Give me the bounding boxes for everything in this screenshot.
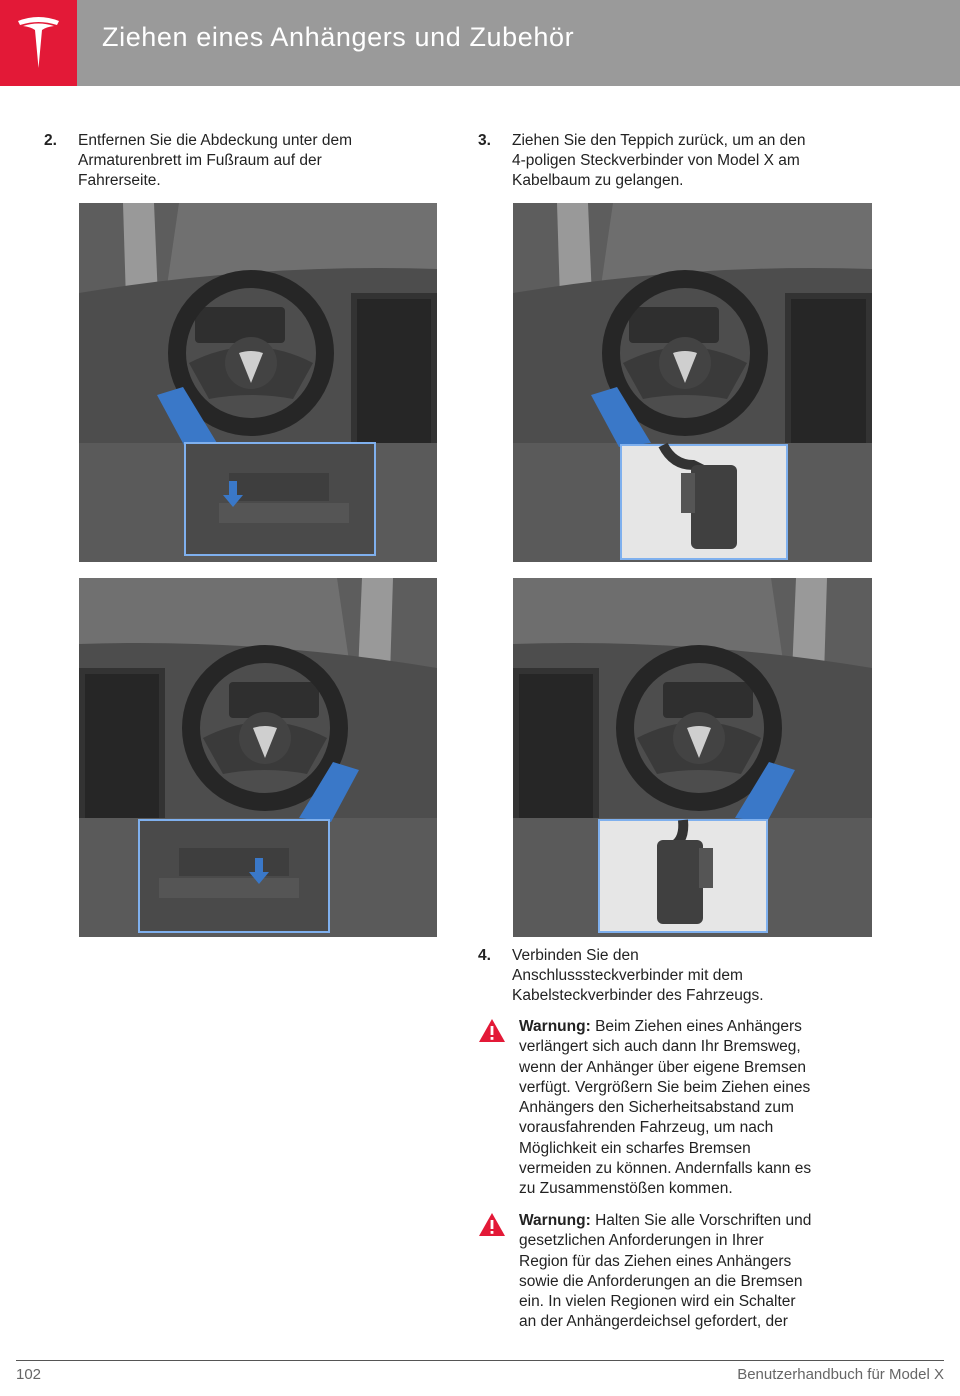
page-header bbox=[0, 0, 960, 86]
tesla-logo-icon bbox=[16, 14, 61, 72]
dashboard-cover-image-rhd bbox=[79, 578, 437, 937]
step-number: 3. bbox=[478, 132, 491, 149]
tesla-logo bbox=[0, 0, 77, 86]
step-3 bbox=[478, 131, 898, 193]
dashboard-cover-image-lhd bbox=[79, 203, 437, 562]
step-2 bbox=[44, 131, 444, 193]
warning-label: Warnung: bbox=[519, 1212, 591, 1229]
warning-triangle-icon bbox=[478, 1212, 506, 1237]
footer-divider bbox=[16, 1360, 944, 1361]
warning-regulations: Warnung: Halten Sie alle Vorschriften und gesetzlichen Anforderungen in Ihrer Region für das Ziehen eines Anhängers sowie die Anforderungen an die Bremsen ein. In vielen Regionen wird ein Schalter an der Anhängerdeichsel gefordert, der bbox=[478, 1211, 888, 1337]
warning-triangle-icon bbox=[478, 1018, 506, 1043]
connector-image-rhd bbox=[513, 578, 872, 937]
connector-image-lhd bbox=[513, 203, 872, 562]
page-title: Ziehen eines Anhängers und Zubehör bbox=[102, 22, 575, 52]
manual-title: Benutzerhandbuch für Model X bbox=[737, 1366, 944, 1383]
step-4 bbox=[478, 946, 898, 1008]
page-number: 102 bbox=[16, 1366, 42, 1383]
step-text: Entfernen Sie die Abdeckung unter dem Armaturenbrett im Fußraum auf der Fahrerseite. bbox=[78, 132, 353, 189]
step-number: 4. bbox=[478, 947, 491, 964]
step-number: 2. bbox=[44, 132, 57, 149]
step-text: Verbinden Sie den Anschlusssteckverbinder mit dem Kabelsteckverbinder des Fahrzeugs. bbox=[512, 947, 764, 1004]
warning-braking-distance: Warnung: Beim Ziehen eines Anhängers verlängert sich auch dann Ihr Bremsweg, wenn der Anhänger über eigene Bremsen verfügt. Vergrößern Sie beim Ziehen eines Anhängers den Sicherheitsabstand zum vorausfahrenden Fahrzeug, um nach Möglichkeit ein scharfes Bremsen vermeiden zu können. Andernfalls kann es zu Zusammenstößen kommen. bbox=[478, 1017, 888, 1203]
step-text: Ziehen Sie den Teppich zurück, um an den 4-poligen Steckverbinder von Model X am Kabelbaum zu gelangen. bbox=[512, 132, 806, 189]
warning-label: Warnung: bbox=[519, 1018, 591, 1035]
